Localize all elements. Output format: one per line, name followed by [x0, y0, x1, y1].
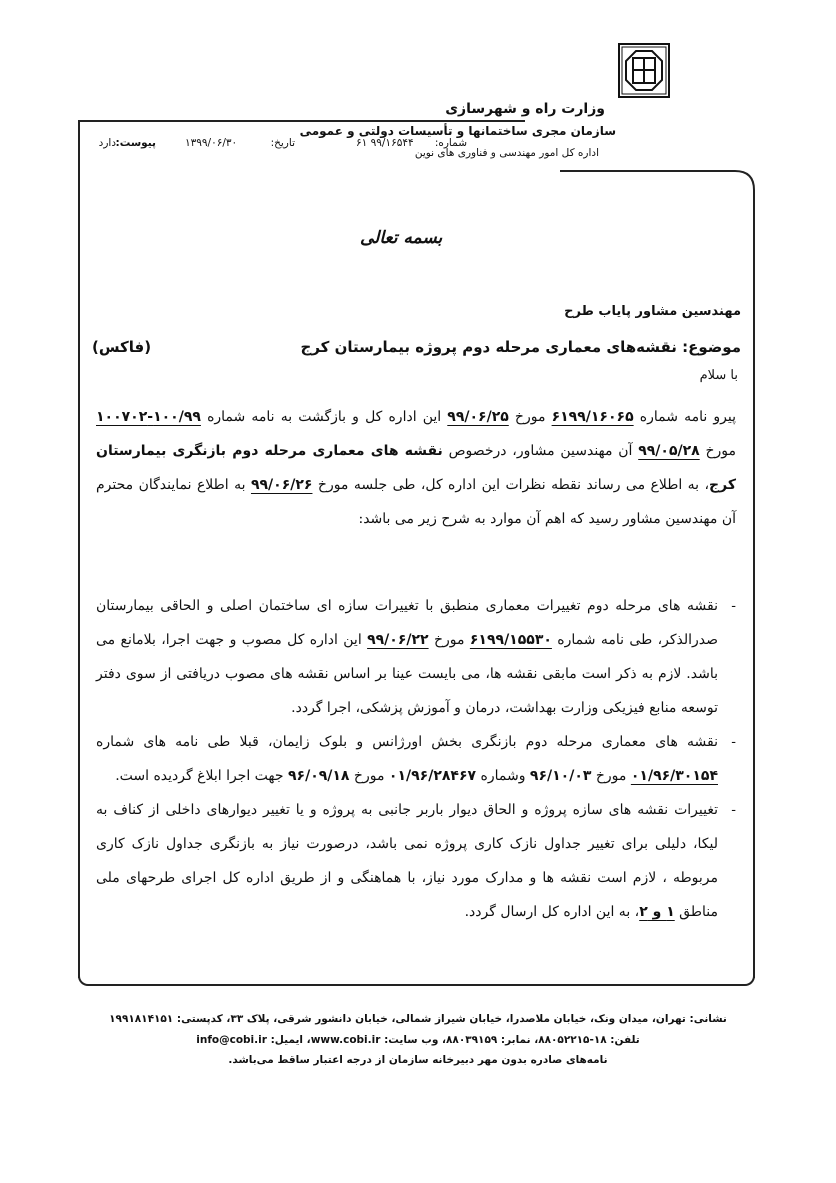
subject: موضوع: نقشه‌های معماری مرحله دوم پروژه بیمارستان کرج	[300, 338, 741, 356]
text-segment: به اطلاع نمایندگان محترم آن مهندسین مشاور رسید که اهم آن موارد به شرح زیر می باشد:	[96, 477, 736, 527]
text-segment: مورخ	[428, 632, 470, 648]
highlighted-reference: ۰۱/۹۶/۳۰۱۵۴	[630, 768, 718, 784]
letter-date-label: تاریخ:	[270, 137, 295, 149]
footer-notice: نامه‌های صادره بدون مهر دبیرخانه سازمان از درجه اعتبار ساقط می‌باشد.	[228, 1054, 608, 1066]
letter-number: ۶۱ ۹۹/۱۶۵۴۴	[356, 137, 414, 149]
frame-left-line	[78, 120, 80, 978]
highlighted-reference: ۹۶/۱۰/۰۳	[529, 768, 592, 784]
highlighted-reference: ۶۱۹۹/۱۵۵۳۰	[469, 632, 552, 648]
frame-top-line	[78, 120, 525, 122]
fax-label: (فاکس)	[92, 338, 152, 356]
letter-date: ۱۳۹۹/۰۶/۳۰	[185, 137, 238, 149]
text-segment: این اداره کل مصوب و جهت اجرا، بلامانع می باشد. لازم به ذکر است مابقی نقشه ها، می بایست عینا بر اساس نقشه های مصوب دریافتی از سوی دفتر توسعه منابع فیزیکی وزارت بهداشت، درمان و آموزش پزشکی، اجرا گردد.	[96, 632, 718, 716]
bullet-list	[96, 589, 736, 929]
text-segment: نقشه های معماری مرحله دوم بازنگری بخش اورژانس و بلوک زایمان، قبلا طی نامه های شماره	[96, 734, 718, 750]
footer-address: نشانی: تهران، میدان ونک، خیابان ملاصدرا، خیابان شیراز شمالی، خیابان دانشور شرقی، پلاک ۳۳، کدپستی: ۱۹۹۱۸۱۴۱۵۱	[109, 1013, 727, 1025]
highlighted-reference: ۹۹/۰۶/۲۲	[367, 632, 429, 648]
ministry-logo	[618, 43, 670, 98]
body-paragraph	[96, 400, 736, 536]
text-segment: آن مهندسین مشاور، درخصوص	[442, 443, 639, 459]
footer-contact: تلفن: ۱۸-۸۸۰۵۲۲۱۵، نمابر: ۸۸۰۳۹۱۵۹، وب سایت: www.cobi.ir، ایمیل: info@cobi.ir	[196, 1034, 640, 1046]
text-segment: ، به اطلاع می رساند نقطه نظرات این اداره کل، طی جلسه مورخ	[312, 477, 710, 493]
highlighted-reference: نقشه های معماری مرحله دوم بازنگری بیمارستان کرج	[96, 443, 736, 493]
attachment-label: پیوست:	[115, 137, 156, 149]
letter-number-label: شماره:	[434, 137, 467, 149]
text-segment: مورخ	[508, 409, 552, 425]
text-segment: مورخ	[591, 768, 631, 784]
basmala: بسمه تعالی	[360, 228, 443, 248]
bullet-item	[96, 793, 736, 929]
highlighted-reference: ۰۱/۹۶/۲۸۴۶۷	[388, 768, 477, 784]
text-segment: مورخ	[699, 443, 736, 459]
text-segment: وشماره	[476, 768, 530, 784]
highlighted-reference: ۱ و ۲	[639, 904, 675, 920]
text-segment: ، به این اداره کل ارسال گردد.	[464, 904, 640, 920]
bullet-item	[96, 589, 736, 725]
recipient: مهندسین مشاور پایاب طرح	[564, 304, 741, 319]
organization-name: سازمان مجری ساختمانها و تأسیسات دولتی و عمومی	[299, 124, 616, 138]
highlighted-reference: ۱۰۰/۹۹-۱۰۰۷۰۲	[96, 409, 201, 425]
highlighted-reference: ۹۹/۰۶/۲۵	[447, 409, 509, 425]
text-segment: این اداره کل و بازگشت به نامه شماره	[200, 409, 448, 425]
text-segment: تغییرات نقشه های سازه پروژه و الحاق دیوار باربر جانبی به پروژه و یا تغییر دیوارهای داخلی از کناف به لیکا، دلیلی برای تغییر جداول نازک کاری پروژه نمی باشد، درصورت نیاز به بازنگری جداول نازک کاری مربوطه ، لازم است نقشه ها و مدارک مورد نیاز، با هماهنگی و از طریق اداره کل اجرای طرحهای ملی مناطق	[96, 802, 718, 920]
highlighted-reference: ۹۹/۰۶/۲۶	[250, 477, 313, 493]
text-segment: جهت اجرا ابلاغ گردیده است.	[115, 768, 288, 784]
highlighted-reference: ۶۱۹۹/۱۶۰۶۵	[551, 409, 634, 425]
ministry-name: وزارت راه و شهرسازی	[445, 101, 605, 117]
frame-bottom-line	[78, 970, 755, 986]
text-segment: نقشه های مرحله دوم تغییرات معماری منطبق با تغییرات سازه ای ساختمان اصلی و الحاقی بیمارستان صدرالذکر، طی نامه شماره	[96, 598, 719, 648]
attachment-value: دارد	[98, 137, 116, 149]
department-name: اداره کل امور مهندسی و فناوری های نوین	[414, 147, 599, 159]
text-segment: مورخ	[349, 768, 389, 784]
bullet-item	[96, 725, 736, 793]
greeting: با سلام	[699, 368, 738, 383]
text-segment: پیرو نامه شماره	[633, 409, 736, 425]
frame-top-right-line	[560, 170, 735, 172]
frame-corner	[725, 170, 755, 200]
highlighted-reference: ۹۶/۰۹/۱۸	[287, 768, 350, 784]
frame-right-line	[753, 198, 755, 978]
highlighted-reference: ۹۹/۰۵/۲۸	[638, 443, 700, 459]
